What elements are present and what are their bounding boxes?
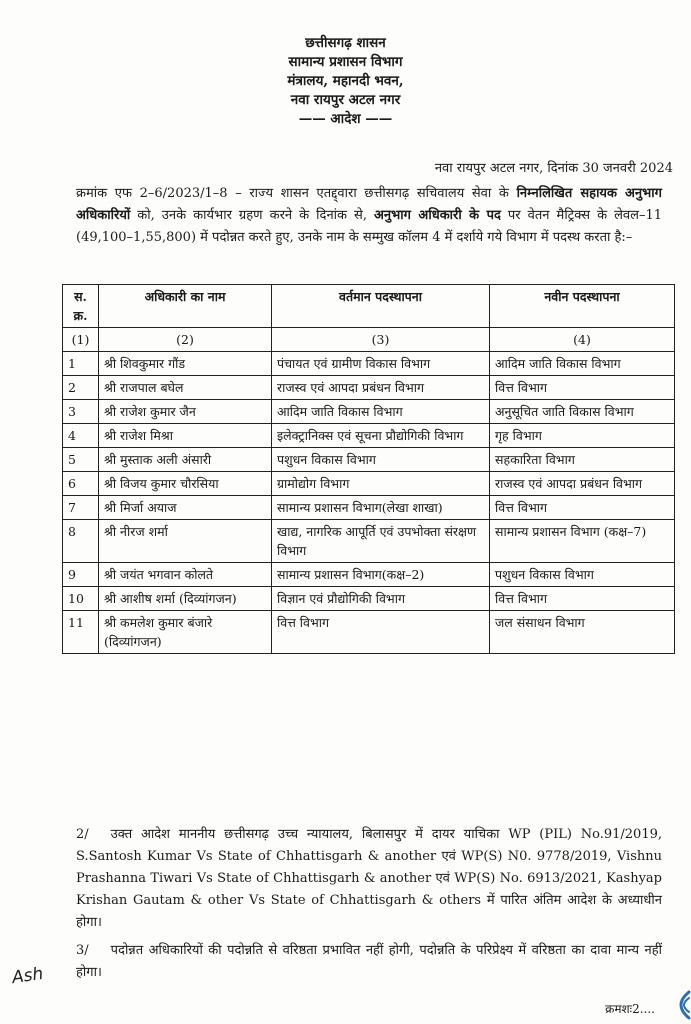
paragraph-2 xyxy=(76,824,662,934)
intro-bold-1: निम्नलिखित सहायक अनुभाग अधिकारियों xyxy=(76,186,662,223)
new-posting-cell: अनुसूचित जाति विकास विभाग xyxy=(490,400,675,424)
serial-cell: 3 xyxy=(63,400,99,424)
table-row xyxy=(63,376,675,400)
table-row xyxy=(63,520,675,563)
current-posting-cell: विज्ञान एवं प्रौद्योगिकी विभाग xyxy=(272,587,490,611)
column-number: (4) xyxy=(490,328,675,352)
handwritten-initials: Ash xyxy=(10,963,45,989)
intro-text-1: क्रमांक एफ 2–6/2023/1–8 – राज्य शासन एतद्द्वारा छत्तीसगढ़ सचिवालय सेवा के xyxy=(76,186,517,201)
current-posting-cell: पंचायत एवं ग्रामीण विकास विभाग xyxy=(272,352,490,376)
serial-cell: 4 xyxy=(63,424,99,448)
column-number-row xyxy=(63,328,675,352)
column-number: (1) xyxy=(63,328,99,352)
new-posting-cell: सहकारिता विभाग xyxy=(490,448,675,472)
officer-name-cell: श्री विजय कुमार चौरसिया xyxy=(99,472,272,496)
table-row xyxy=(63,563,675,587)
serial-cell: 2 xyxy=(63,376,99,400)
header-department: सामान्य प्रशासन विभाग xyxy=(288,54,403,70)
header-officer-name: अधिकारी का नाम xyxy=(99,285,272,328)
table-row xyxy=(63,400,675,424)
new-posting-cell: सामान्य प्रशासन विभाग (कक्ष–7) xyxy=(490,520,675,563)
table-row xyxy=(63,448,675,472)
paragraph-3-text: पदोन्नत अधिकारियों की पदोन्नति से वरिष्ठता प्रभावित नहीं होगी, पदोन्नति के परिप्रेक्ष्य में वरिष्ठता का दावा मान्य नहीं होगा। xyxy=(76,943,662,980)
officer-name-cell: श्री राजेश मिश्रा xyxy=(99,424,272,448)
serial-cell: 7 xyxy=(63,496,99,520)
officer-name-cell: श्री आशीष शर्मा (दिव्यांगजन) xyxy=(99,587,272,611)
new-posting-cell: वित्त विभाग xyxy=(490,587,675,611)
current-posting-cell: आदिम जाति विकास विभाग xyxy=(272,400,490,424)
paragraph-2-number: 2/ xyxy=(76,827,89,842)
new-posting-cell: वित्त विभाग xyxy=(490,376,675,400)
officer-name-cell: श्री कमलेश कुमार बंजारे (दिव्यांगजन) xyxy=(99,611,272,654)
officer-name-cell: श्री मुस्ताक अली अंसारी xyxy=(99,448,272,472)
officer-name-cell: श्री राजेश कुमार जैन xyxy=(99,400,272,424)
officer-name-cell: श्री शिवकुमार गौंड xyxy=(99,352,272,376)
header-new-posting: नवीन पदस्थापना xyxy=(490,285,675,328)
current-posting-cell: इलेक्ट्रानिक्स एवं सूचना प्रौद्योगिकी विभाग xyxy=(272,424,490,448)
new-posting-cell: जल संसाधन विभाग xyxy=(490,611,675,654)
officer-name-cell: श्री नीरज शर्मा xyxy=(99,520,272,563)
intro-text-2: को, उनके कार्यभार ग्रहण करने के दिनांक से, xyxy=(130,208,374,223)
header-city: नवा रायपुर अटल नगर xyxy=(290,92,401,108)
current-posting-cell: पशुधन विकास विभाग xyxy=(272,448,490,472)
current-posting-cell: सामान्य प्रशासन विभाग(कक्ष–2) xyxy=(272,563,490,587)
serial-cell: 10 xyxy=(63,587,99,611)
paragraph-3-number: 3/ xyxy=(76,943,89,958)
current-posting-cell: राजस्व एवं आपदा प्रबंधन विभाग xyxy=(272,376,490,400)
table-row xyxy=(63,424,675,448)
current-posting-cell: सामान्य प्रशासन विभाग(लेखा शाखा) xyxy=(272,496,490,520)
table-row xyxy=(63,352,675,376)
officer-name-cell: श्री मिर्जा अयाज xyxy=(99,496,272,520)
paragraph-2-text: उक्त आदेश माननीय छत्तीसगढ़ उच्च न्यायालय, बिलासपुर में दायर याचिका WP (PIL) No.91/2019, S.Santosh Kumar Vs State of Chhattisgarh & another एवं WP(S) N0. 9778/2019, Vishnu Prashanna Tiwari Vs State of Chhattisgarh & another एवं WP(S) No. 6913/2021, Kashyap Krishan Gautam & other Vs State of Chhattisgarh & others में पारित अंतिम आदेश के अध्याधीन होगा। xyxy=(76,827,662,930)
officer-name-cell: श्री जयंत भगवान कोलते xyxy=(99,563,272,587)
order-date: नवा रायपुर अटल नगर, दिनांक 30 जनवरी 2024 xyxy=(434,161,673,176)
header-serial: स. क्र. xyxy=(63,285,99,328)
new-posting-cell: राजस्व एवं आपदा प्रबंधन विभाग xyxy=(490,472,675,496)
serial-cell: 9 xyxy=(63,563,99,587)
serial-cell: 8 xyxy=(63,520,99,563)
new-posting-cell: वित्त विभाग xyxy=(490,496,675,520)
serial-cell: 11 xyxy=(63,611,99,654)
serial-cell: 1 xyxy=(63,352,99,376)
table-row xyxy=(63,587,675,611)
header-current-posting: वर्तमान पदस्थापना xyxy=(272,285,490,328)
current-posting-cell: खाद्य, नागरिक आपूर्ति एवं उपभोक्ता संरक्षण विभाग xyxy=(272,520,490,563)
table-row xyxy=(63,496,675,520)
new-posting-cell: आदिम जाति विकास विभाग xyxy=(490,352,675,376)
paragraph-3 xyxy=(76,940,662,984)
table-row xyxy=(63,611,675,654)
share-icon[interactable] xyxy=(669,990,691,1020)
officer-name-cell: श्री राजपाल बघेल xyxy=(99,376,272,400)
header-order-title: —— आदेश —— xyxy=(298,111,393,127)
intro-bold-2: अनुभाग अधिकारी के पद xyxy=(374,208,501,223)
table-row xyxy=(63,472,675,496)
page-continuation: क्रमशः2.... xyxy=(605,1002,655,1016)
new-posting-cell: गृह विभाग xyxy=(490,424,675,448)
serial-cell: 5 xyxy=(63,448,99,472)
header-ministry: मंत्रालय, महानदी भवन, xyxy=(287,73,404,89)
new-posting-cell: पशुधन विकास विभाग xyxy=(490,563,675,587)
document-header xyxy=(0,34,691,129)
current-posting-cell: ग्रामोद्योग विभाग xyxy=(272,472,490,496)
column-number: (3) xyxy=(272,328,490,352)
serial-cell: 6 xyxy=(63,472,99,496)
intro-paragraph xyxy=(76,183,662,249)
table-header-row xyxy=(63,285,675,328)
posting-table xyxy=(62,284,675,654)
current-posting-cell: वित्त विभाग xyxy=(272,611,490,654)
header-govt: छत्तीसगढ़ शासन xyxy=(305,35,386,51)
column-number: (2) xyxy=(99,328,272,352)
intro-text-3: पर वेतन मैट्रिक्स के लेवल–11 (49,100–1,55,800) में पदोन्नत करते हुए, उनके नाम के सम्मुख कॉलम 4 में दर्शाये गये विभाग में पदस्थ करता है:– xyxy=(76,208,662,245)
